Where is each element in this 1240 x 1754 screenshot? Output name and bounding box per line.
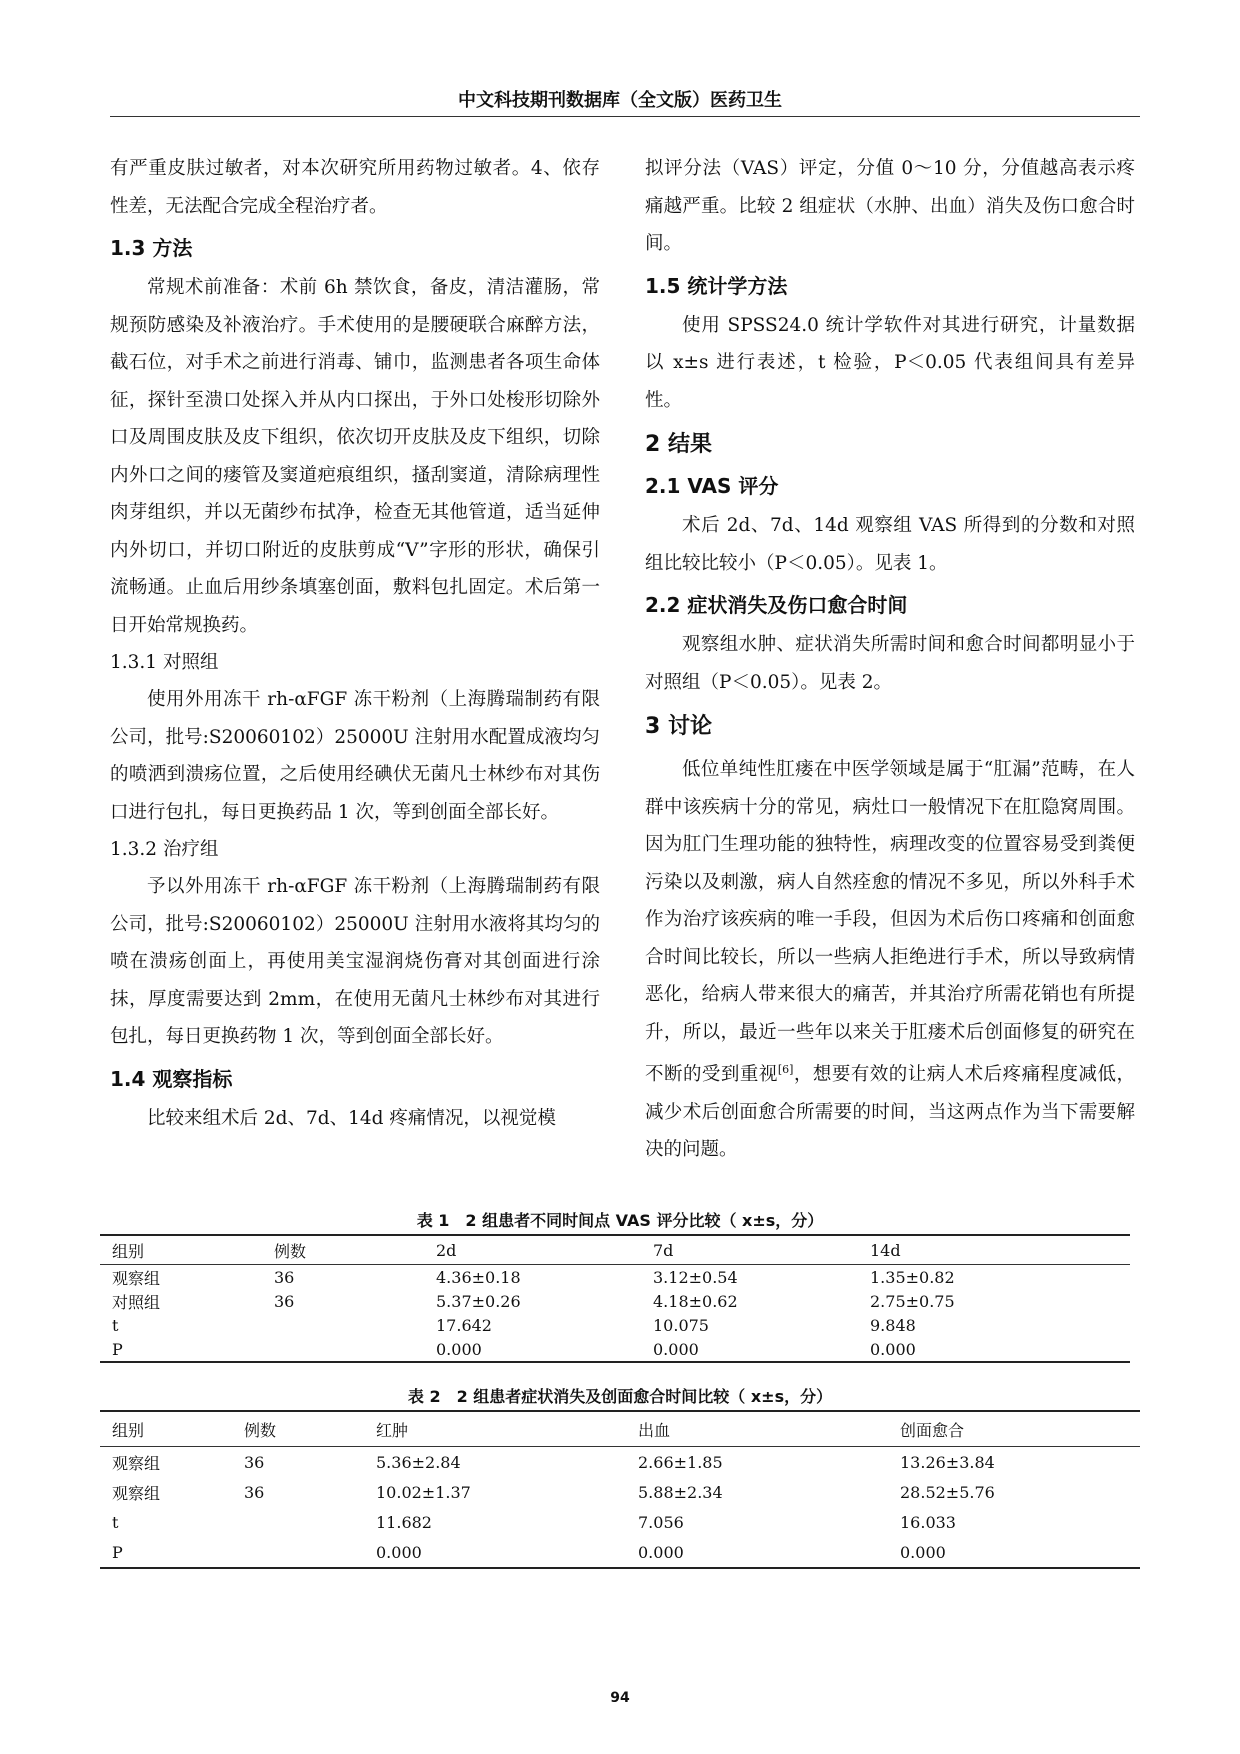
table-cell: 5.88±2.34 xyxy=(638,1482,723,1502)
section-heading: 3 讨论 xyxy=(645,714,712,739)
table-cell: P xyxy=(112,1542,123,1562)
table-header-cell: 例数 xyxy=(232,1411,364,1447)
table-cell: 0.000 xyxy=(900,1542,946,1562)
table-row xyxy=(100,1537,1140,1568)
table-cell: 10.02±1.37 xyxy=(376,1482,471,1502)
table-cell: 5.36±2.84 xyxy=(376,1452,461,1472)
paragraph: 予以外用冻干 rh-αFGF 冻干粉剂（上海腾瑞制药有限公司，批号:S20060102）25000U 注射用水液将其均匀的喷在溃疡创面上，再使用美宝湿润烧伤膏对其创面进行涂抹，厚度需要达到 2mm，在使用无菌凡士林纱布对其进行包扎，每日更换药物 1 次，等到创面全部长好。 xyxy=(110,876,600,1047)
subsection-heading: 1.3.2 治疗组 xyxy=(110,839,219,860)
table-cell: 7.056 xyxy=(638,1512,684,1532)
table-cell: 11.682 xyxy=(376,1512,432,1532)
table-header-row xyxy=(100,1235,1130,1265)
table-cell: 4.18±0.62 xyxy=(653,1291,738,1311)
paragraph: 有严重皮肤过敏者，对本次研究所用药物过敏者。4、依存性差，无法配合完成全程治疗者。 xyxy=(110,158,600,217)
table-header-cell: 出血 xyxy=(626,1411,888,1447)
table-cell: 4.36±0.18 xyxy=(436,1267,521,1287)
table-header-cell: 组别 xyxy=(100,1235,262,1265)
table-cell xyxy=(232,1537,364,1568)
table-cell: 5.37±0.26 xyxy=(436,1291,521,1311)
table-header-cell: 2d xyxy=(424,1235,641,1265)
table-cell: 16.033 xyxy=(900,1512,956,1532)
paragraph-text: 低位单纯性肛瘘在中医学领域是属于“肛漏”范畴，在人群中该疾病十分的常见，病灶口一般情况下在肛隐窝周围。因为肛门生理功能的独特性，病理改变的位置容易受到粪便污染以及刺激，病人自然痊愈的情况不多见，所以外科手术作为治疗该疾病的唯一手段，但因为术后伤口疼痛和创面愈合时间比较长，所以一些病人拒绝进行手术，所以导致病情恶化，给病人带来很大的痛苦，并其治疗所需花销也有所提升，所以，最近一些年以来关于肛瘘术后创面修复的研究在不断的受到重视 xyxy=(645,759,1135,1086)
table-cell: 2.75±0.75 xyxy=(870,1291,955,1311)
table-row xyxy=(100,1313,1130,1337)
table-cell: 36 xyxy=(274,1267,295,1287)
section-heading: 1.3 方法 xyxy=(110,236,193,260)
table-row xyxy=(100,1447,1140,1478)
journal-header: 中文科技期刊数据库（全文版）医药卫生 xyxy=(458,90,782,111)
table-header-cell: 例数 xyxy=(262,1235,424,1265)
table-header-cell: 组别 xyxy=(100,1411,232,1447)
paragraph: 拟评分法（VAS）评定，分值 0～10 分，分值越高表示疼痛越严重。比较 2 组症状（水肿、出血）消失及伤口愈合时间。 xyxy=(645,158,1135,254)
paragraph: 常规术前准备：术前 6h 禁饮食，备皮，清洁灌肠，常规预防感染及补液治疗。手术使用的是腰硬联合麻醉方法，截石位，对手术之前进行消毒、铺巾，监测患者各项生命体征，探针至溃口处探入并从内口探出，于外口处梭形切除外口及周围皮肤及皮下组织，依次切开皮肤及皮下组织，切除内外口之间的瘘管及窦道疤痕组织，搔刮窦道，清除病理性肉芽组织，并以无菌纱布拭净，检查无其他管道，适当延伸内外切口，并切口附近的皮肤剪成“V”字形的形状，确保引流畅通。止血后用纱条填塞创面，敷料包扎固定。术后第一日开始常规换药。 xyxy=(110,277,600,636)
table-cell: 观察组 xyxy=(112,1268,161,1288)
table1 xyxy=(100,1234,1130,1363)
table-row xyxy=(100,1507,1140,1537)
section-heading: 1.5 统计学方法 xyxy=(645,273,788,298)
paragraph xyxy=(645,751,1135,1169)
section-heading: 2 结果 xyxy=(645,432,712,457)
table-cell: t xyxy=(112,1315,119,1335)
table-cell xyxy=(262,1313,424,1337)
table-cell: P xyxy=(112,1339,123,1359)
table-cell: 1.35±0.82 xyxy=(870,1267,955,1287)
table-cell: 28.52±5.76 xyxy=(900,1482,995,1502)
table-cell: 3.12±0.54 xyxy=(653,1267,738,1287)
page-number: 94 xyxy=(610,1690,630,1706)
paragraph: 观察组水肿、症状消失所需时间和愈合时间都明显小于对照组（P＜0.05）。见表 2。 xyxy=(645,634,1135,693)
table-cell: 36 xyxy=(274,1291,295,1311)
table-cell: t xyxy=(112,1512,119,1532)
table-row xyxy=(100,1289,1130,1313)
table-cell: 2.66±1.85 xyxy=(638,1452,723,1472)
right-column xyxy=(645,150,1135,1169)
section-heading: 1.4 观察指标 xyxy=(110,1066,233,1091)
table1-caption: 表 1 2 组患者不同时间点 VAS 评分比较（ x±s，分） xyxy=(416,1211,824,1230)
paragraph: 使用外用冻干 rh-αFGF 冻干粉剂（上海腾瑞制药有限公司，批号:S20060102）25000U 注射用水配置成液均匀的喷洒到溃疡位置，之后使用经碘伏无菌凡士林纱布对其伤口进行包扎，每日更换药品 1 次，等到创面全部长好。 xyxy=(110,689,600,823)
paragraph: 比较来组术后 2d、7d、14d 疼痛情况，以视觉模 xyxy=(147,1107,556,1129)
table-cell: 10.075 xyxy=(653,1315,709,1335)
table-cell: 0.000 xyxy=(376,1542,422,1562)
table-header-cell: 创面愈合 xyxy=(888,1411,1140,1447)
section-heading: 2.1 VAS 评分 xyxy=(645,474,779,498)
table-cell: 0.000 xyxy=(638,1542,684,1562)
table-row xyxy=(100,1337,1130,1362)
table-row xyxy=(100,1265,1130,1290)
table-cell: 0.000 xyxy=(870,1339,916,1359)
table2-caption: 表 2 2 组患者症状消失及创面愈合时间比较（ x±s，分） xyxy=(407,1387,833,1406)
left-column xyxy=(110,150,600,1137)
table-cell: 观察组 xyxy=(112,1453,161,1473)
header-rule xyxy=(110,116,1140,117)
table-cell xyxy=(262,1337,424,1362)
table-cell: 17.642 xyxy=(436,1315,492,1335)
table-cell xyxy=(232,1507,364,1537)
table-cell: 0.000 xyxy=(653,1339,699,1359)
table-cell: 13.26±3.84 xyxy=(900,1452,995,1472)
paragraph: 使用 SPSS24.0 统计学软件对其进行研究，计量数据以 x±s 进行表述，t 检验，P＜0.05 代表组间具有差异性。 xyxy=(645,314,1135,411)
paragraph-text: ，想要有效的让病人术后疼痛程度减低，减少术后创面愈合所需要的时间，当这两点作为当下需要解决的问题。 xyxy=(645,1064,1135,1161)
table2 xyxy=(100,1410,1140,1569)
subsection-heading: 1.3.1 对照组 xyxy=(110,652,219,673)
table-row xyxy=(100,1477,1140,1507)
table-header-row xyxy=(100,1411,1140,1447)
table-cell: 0.000 xyxy=(436,1339,482,1359)
table-cell: 36 xyxy=(244,1452,265,1472)
table-header-cell: 7d xyxy=(641,1235,858,1265)
citation: [6] xyxy=(777,1063,794,1076)
table-header-cell: 14d xyxy=(858,1235,1130,1265)
paragraph: 术后 2d、7d、14d 观察组 VAS 所得到的分数和对照组比较比较小（P＜0.05）。见表 1。 xyxy=(645,515,1135,574)
table-cell: 对照组 xyxy=(112,1292,161,1312)
table-cell: 9.848 xyxy=(870,1315,916,1335)
table-cell: 36 xyxy=(244,1482,265,1502)
table-header-cell: 红肿 xyxy=(364,1411,626,1447)
table-cell: 观察组 xyxy=(112,1483,161,1503)
section-heading: 2.2 症状消失及伤口愈合时间 xyxy=(645,593,908,617)
